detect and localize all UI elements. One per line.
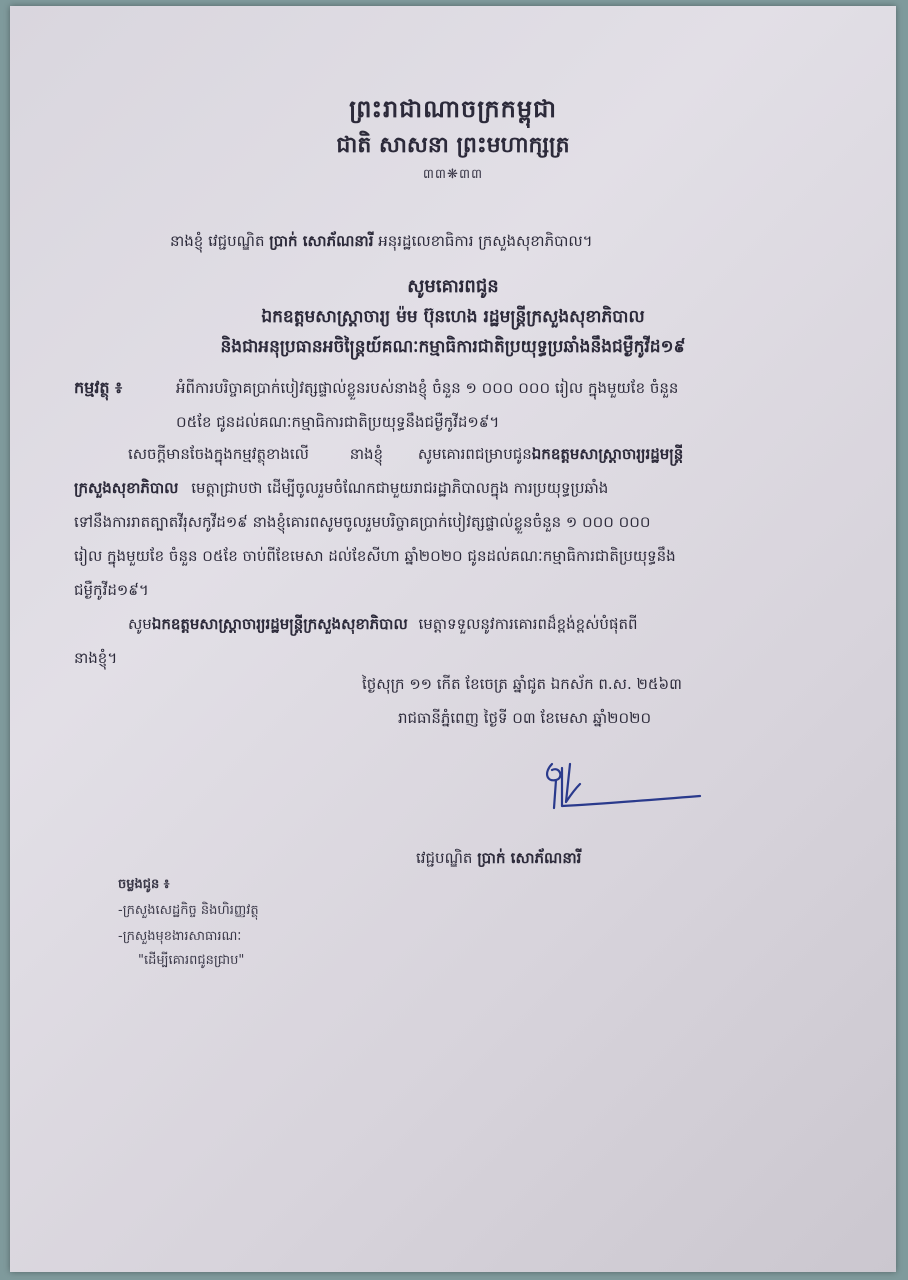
body-p1-line-1 [128, 444, 896, 464]
kingdom-heading: ព្រះរាជាណាចក្រកម្ពុជា [349, 95, 557, 123]
signatory-title: វេជ្ជបណ្ឌិត [416, 849, 473, 867]
addressee-salutation: សូមគោរពជូន [407, 276, 499, 297]
subject-label: កម្មវត្ថុ ៖ [74, 378, 123, 397]
body-bold-text: ក្រសួងសុខាភិបាល [74, 479, 179, 497]
cc-item: -ក្រសួងមុខងារសាធារណៈ [118, 929, 242, 944]
signature [540, 758, 710, 828]
sender-line [170, 231, 593, 251]
letter-page [10, 6, 896, 1272]
body-text: សេចក្តីមានចែងក្នុងកម្មវត្ថុខាងលើ [128, 445, 309, 463]
subject-line-2: ០៥ខែ ជូនដល់គណៈកម្មាធិការជាតិប្រយុទ្ធនឹងជម្ងឺកូវីដ១៩។ [176, 413, 500, 431]
signatory-name: ប្រាក់ សោភ័ណនារី [477, 849, 582, 867]
sender-name: ប្រាក់ សោភ័ណនារី [269, 232, 374, 250]
signatory-block [416, 848, 581, 868]
addressee-name: ឯកឧត្តមសាស្ត្រាចារ្យ ម៉ម ប៊ុនហេង រដ្ឋមន្ត្រីក្រសួងសុខាភិបាល [261, 307, 645, 327]
body-p1-line-3: ទៅនឹងការរាតត្បាតវីរុសកូវីដ១៩ នាងខ្ញុំគោរពសូមចូលរួមបរិច្ចាគប្រាក់បៀវត្សផ្ទាល់ខ្លួនចំនួន ១ ០០០ ០០០ [74, 513, 651, 531]
body-text: មេត្តាទទួលនូវការគោរពដ៏ខ្ពង់ខ្ពស់បំផុតពី [418, 615, 638, 633]
body-bold-text: ឯកឧត្តមសាស្ត្រាចារ្យរដ្ឋមន្ត្រីក្រសួងសុខាភិបាល [151, 615, 408, 633]
national-motto: ជាតិ សាសនា ព្រះមហាក្សត្រ [336, 133, 570, 158]
cc-label: ចម្លងជូន ៖ [118, 877, 170, 892]
addressee-role: និងជាអនុប្រធានអចិន្ត្រៃយ៍គណៈកម្មាធិការជាតិប្រយុទ្ធប្រឆាំងនឹងជម្ងឺកូវីដ១៩ [220, 337, 686, 357]
body-text: សូមគោរពជម្រាបជូន [417, 445, 532, 463]
sender-prefix: នាងខ្ញុំ វេជ្ជបណ្ឌិត [170, 232, 265, 250]
subject-line-1: អំពីការបរិច្ចាគប្រាក់បៀវត្សផ្ទាល់ខ្លួនរបស់នាងខ្ញុំ ចំនួន ១ ០០០ ០០០ រៀល ក្នុងមួយខែ ចំនួន [176, 379, 679, 397]
body-text: មេត្តាជ្រាបថា ដើម្បីចូលរួមចំណែកជាមួយរាជរដ្ឋាភិបាលក្នុង ការប្រយុទ្ធប្រឆាំង [191, 479, 609, 497]
body-text: នាងខ្ញុំ [349, 445, 384, 463]
sender-suffix: អនុរដ្ឋលេខាធិការ ក្រសួងសុខាភិបាល។ [378, 232, 593, 250]
body-p1-line-2 [74, 478, 608, 498]
date-lunar: ថ្ងៃសុក្រ ១១ កើត ខែចេត្រ ឆ្នាំជូត ឯកស័ក ព.ស. ២៥៦៣ [362, 675, 682, 693]
body-p1-line-5: ជម្ងឺកូវីដ១៩។ [74, 581, 149, 599]
date-solar: រាជធានីភ្នំពេញ ថ្ងៃទី ០៣ ខែមេសា ឆ្នាំ២០២០ [398, 709, 652, 727]
body-p2-line-2: នាងខ្ញុំ។ [74, 649, 118, 667]
body-p1-line-4: រៀល ក្នុងមួយខែ ចំនួន ០៥ខែ ចាប់ពីខែមេសា ដល់ខែសីហា ឆ្នាំ២០២០ ជូនដល់គណៈកម្មាធិការជាតិប្រយុទ្ធនឹង [74, 547, 676, 565]
body-text: សូម [128, 615, 152, 633]
cc-note: "ដើម្បីគោរពជូនជ្រាប" [138, 953, 245, 968]
body-bold-text: ឯកឧត្តមសាស្ត្រាចារ្យរដ្ឋមន្ត្រី [531, 445, 684, 463]
body-p2-line-1 [128, 614, 638, 634]
ornament-divider: ៣៣❋៣៣ [422, 167, 484, 182]
cc-item: -ក្រសួងសេដ្ឋកិច្ច និងហិរញ្ញវត្ថុ [118, 903, 259, 918]
